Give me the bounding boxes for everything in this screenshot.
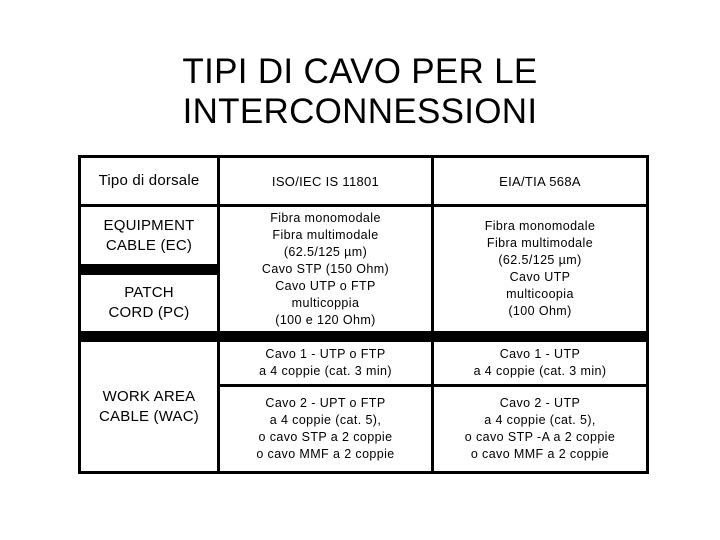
slide-title-line2: INTERCONNESSIONI xyxy=(182,92,538,131)
iso-fiber-copper-cell xyxy=(220,207,431,331)
iso-bot-line: a 4 coppie (cat. 5), xyxy=(269,413,382,427)
row-label-pc-line1: PATCH xyxy=(124,284,174,301)
iso-bot-line: Cavo 2 - UPT o FTP xyxy=(265,396,386,410)
eia-cable2-cell xyxy=(434,387,646,471)
header-label-backbone-type: Tipo di dorsale xyxy=(98,172,200,189)
iso-top-line: Cavo UTP o FTP xyxy=(275,278,376,293)
iso-mid-line: a 4 coppie (cat. 3 min) xyxy=(259,364,392,378)
row-label-ec xyxy=(81,207,217,264)
eia-top-line: (100 Ohm) xyxy=(508,304,572,318)
iso-top-line: Fibra multimodale xyxy=(272,227,379,242)
slide-title-line1: TIPI DI CAVO PER LE xyxy=(182,52,538,91)
eia-bot-line: Cavo 2 - UTP xyxy=(499,396,581,410)
iso-top-line: Fibra monomodale xyxy=(270,210,381,225)
eia-fiber-copper-cell xyxy=(434,207,646,331)
iso-cable1-cell xyxy=(220,342,431,384)
iso-mid-line: Cavo 1 - UTP o FTP xyxy=(265,347,386,361)
header-cell-eia xyxy=(434,158,646,204)
eia-mid-line: a 4 coppie (cat. 3 min) xyxy=(473,364,607,378)
eia-cable1-cell xyxy=(434,342,646,384)
row-label-pc xyxy=(81,275,217,331)
slide-title xyxy=(0,52,720,132)
row-label-ec-line2: CABLE (EC) xyxy=(105,236,193,254)
iso-bot-line: o cavo STP a 2 coppie xyxy=(258,430,393,444)
header-cell-iso xyxy=(220,158,431,204)
iso-top-line: multicoppia xyxy=(291,295,360,310)
row-label-ec-line1: EQUIPMENT xyxy=(103,216,195,234)
eia-top-line: Cavo UTP xyxy=(509,270,571,284)
eia-top-line: multicoopia xyxy=(506,287,574,301)
eia-top-line: Fibra monomodale xyxy=(484,219,596,233)
eia-mid-line: Cavo 1 - UTP xyxy=(499,347,581,361)
header-cell-backbone-type xyxy=(81,158,217,204)
row-label-pc-line2: CORD (PC) xyxy=(108,304,190,321)
eia-top-line: Fibra multimodale xyxy=(486,236,594,250)
eia-bot-line: o cavo MMF a 2 coppie xyxy=(470,447,610,461)
iso-top-line: Cavo STP (150 Ohm) xyxy=(261,261,390,276)
iso-top-line: (100 e 120 Ohm) xyxy=(275,312,376,327)
header-label-eia: EIA/TIA 568A xyxy=(499,173,581,189)
cable-types-table xyxy=(78,155,649,474)
iso-top-line: (62.5/125 µm) xyxy=(283,244,368,259)
iso-bot-line: o cavo MMF a 2 coppie xyxy=(256,447,395,461)
eia-bot-line: o cavo STP -A a 2 coppie xyxy=(464,430,616,444)
row-label-wac xyxy=(81,342,217,471)
row-label-wac-line1: WORK AREA xyxy=(102,387,196,405)
iso-cable2-cell xyxy=(220,387,431,471)
header-label-iso: ISO/IEC IS 11801 xyxy=(271,173,380,189)
eia-top-line: (62.5/125 µm) xyxy=(498,253,582,267)
eia-bot-line: a 4 coppie (cat. 5), xyxy=(484,413,596,427)
row-label-wac-line2: CABLE (WAC) xyxy=(99,407,199,425)
